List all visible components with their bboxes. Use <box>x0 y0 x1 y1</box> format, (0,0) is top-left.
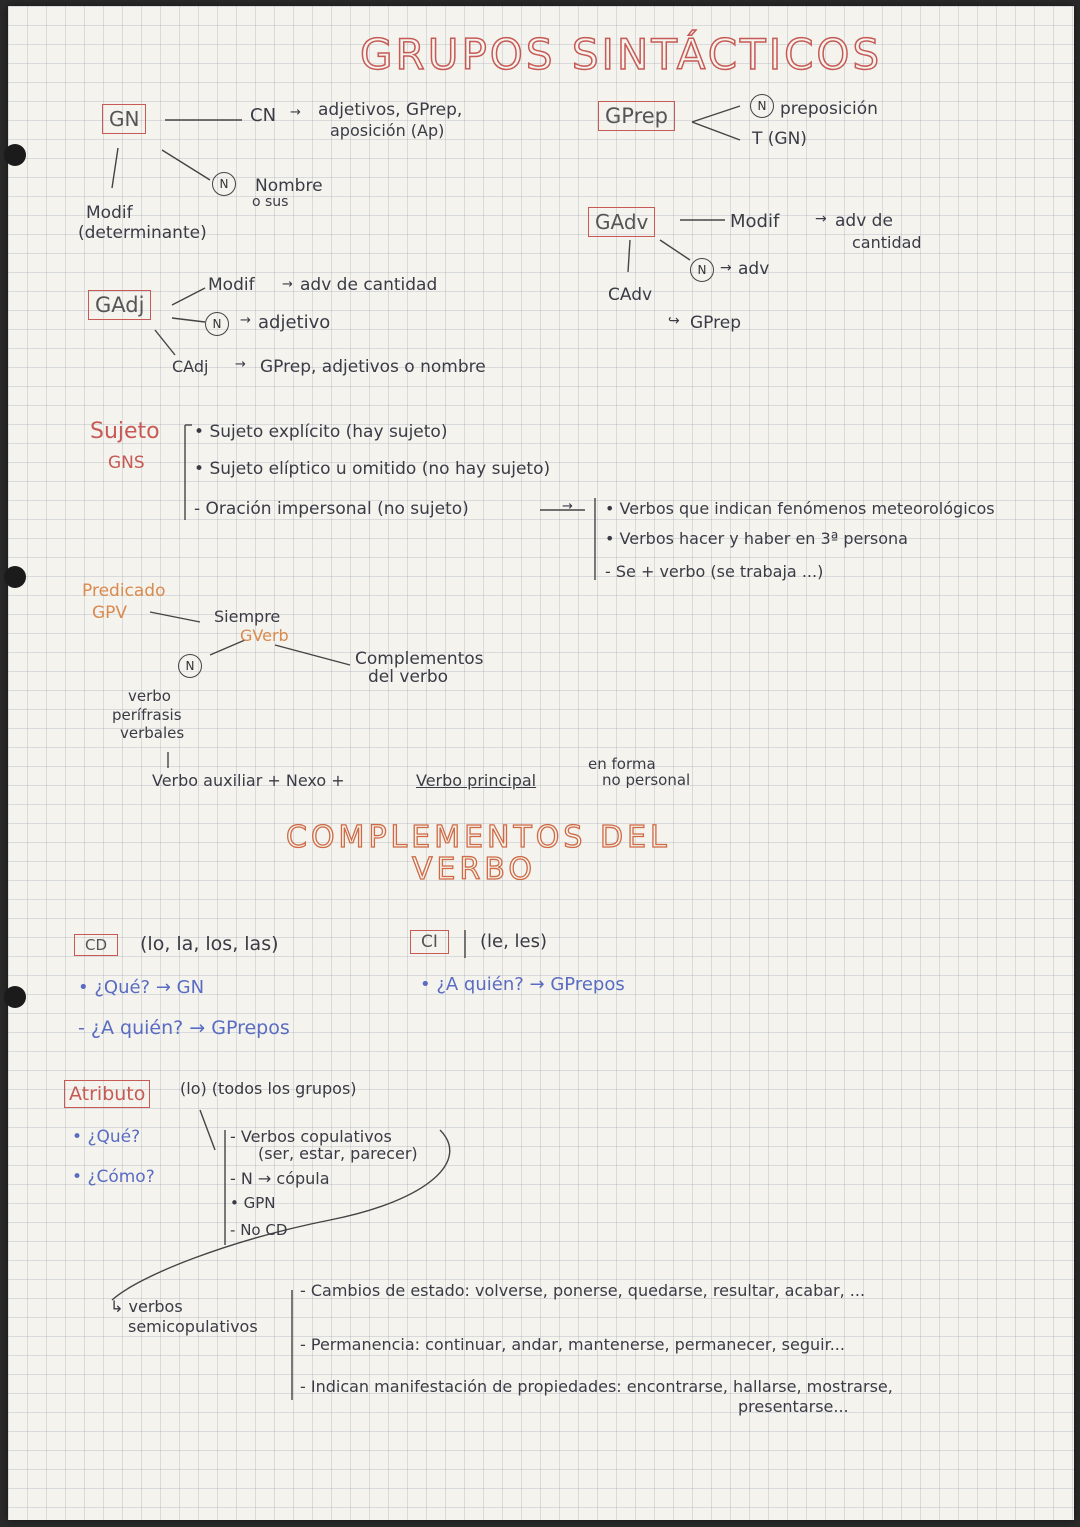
gadj-n-desc: adjetivo <box>258 312 331 333</box>
gn-cn-desc: adjetivos, GPrep, <box>318 100 463 120</box>
atributo-item: • GPN <box>230 1194 276 1212</box>
arrow-icon: → <box>290 105 301 120</box>
semicop-item: - Indican manifestación de propiedades: encontrarse, hallarse, mostrarse, <box>300 1377 893 1396</box>
atributo-pron: (lo) (todos los grupos) <box>180 1079 357 1098</box>
atributo-question: • ¿Cómo? <box>72 1167 155 1187</box>
sujeto-sub: GNS <box>108 453 145 473</box>
atributo-question: • ¿Qué? <box>72 1127 141 1147</box>
gn-nombre-2: o sus <box>252 194 289 210</box>
gprep-box: GPrep <box>598 101 675 131</box>
gadv-modif-desc: adv de <box>835 211 893 231</box>
gadv-box: GAdv <box>588 207 655 237</box>
atributo-item: - Verbos copulativos <box>230 1127 392 1146</box>
predicado-label: Predicado <box>82 581 166 601</box>
arrow-icon: → <box>240 313 251 328</box>
cd-pronouns: (lo, la, los, las) <box>140 933 279 955</box>
atributo-box: Atributo <box>64 1080 150 1108</box>
gadv-cadv: CAdv <box>608 285 653 305</box>
predicado-gverb: GVerb <box>240 626 289 645</box>
section-title: COMPLEMENTOS DEL <box>286 820 671 855</box>
semicop-item-cont: presentarse... <box>738 1397 849 1416</box>
gn-cn-desc-2: aposición (Ap) <box>330 121 445 140</box>
gadj-n-circle: N <box>205 312 229 336</box>
gadv-cadv-desc: GPrep <box>690 313 741 333</box>
gn-box: GN <box>102 104 146 134</box>
ci-question: • ¿A quién? → GPrepos <box>420 974 625 995</box>
gadj-cadj-desc: GPrep, adjetivos o nombre <box>260 357 486 377</box>
predicado-formula: Verbo auxiliar + Nexo + <box>152 771 345 790</box>
predicado-complementos: Complementos <box>355 649 484 669</box>
semicop-item: - Cambios de estado: volverse, ponerse, quedarse, resultar, acabar, ... <box>300 1281 866 1300</box>
predicado-siempre: Siempre <box>214 607 281 626</box>
predicado-forma-2: no personal <box>602 771 691 789</box>
semicop-label: ↳ verbos <box>110 1297 183 1316</box>
predicado-forma: en forma <box>588 755 656 773</box>
gadv-n-desc: adv <box>738 259 770 279</box>
gprep-preposicion: preposición <box>780 99 878 119</box>
gprep-n-circle: N <box>750 94 774 118</box>
atributo-item: (ser, estar, parecer) <box>258 1144 418 1163</box>
gadj-modif-desc: adv de cantidad <box>300 275 438 295</box>
atributo-item: - N → cópula <box>230 1169 330 1188</box>
page-title: GRUPOS SINTÁCTICOS <box>360 30 883 79</box>
ci-box: CI <box>410 930 449 954</box>
predicado-verbo-principal: Verbo principal <box>416 771 537 790</box>
sujeto-item: - Oración impersonal (no sujeto) <box>194 499 469 519</box>
predicado-perifrasis: perífrasis <box>112 706 182 724</box>
arrow-icon: → <box>235 357 246 372</box>
arrow-icon: ↪ <box>668 313 680 329</box>
gadv-modif-desc-2: cantidad <box>852 233 922 252</box>
gadj-box: GAdj <box>88 290 151 320</box>
gadv-modif: Modif <box>730 211 780 232</box>
semicop-label-2: semicopulativos <box>128 1317 258 1336</box>
sujeto-item: • Sujeto elíptico u omitido (no hay sujeto) <box>194 459 551 479</box>
gn-n-circle: N <box>212 172 236 196</box>
predicado-sub: GPV <box>92 603 128 623</box>
impersonal-item: • Verbos que indican fenómenos meteorológicos <box>605 499 995 518</box>
gadj-modif: Modif <box>208 275 255 295</box>
predicado-perifrasis-2: verbales <box>120 724 185 742</box>
predicado-verbo: verbo <box>128 687 171 705</box>
gprep-t: T (GN) <box>752 129 807 149</box>
arrow-icon: → <box>562 499 573 514</box>
gadj-cadj: CAdj <box>172 357 209 376</box>
atributo-item: - No CD <box>230 1221 288 1239</box>
impersonal-item: • Verbos hacer y haber en 3ª persona <box>605 529 908 548</box>
sujeto-label: Sujeto <box>90 419 160 444</box>
ci-pronouns: (le, les) <box>480 931 548 952</box>
predicado-n-circle: N <box>178 654 202 678</box>
arrow-icon: → <box>720 260 732 276</box>
arrow-icon: → <box>815 211 827 227</box>
cd-question: • ¿Qué? → GN <box>78 977 205 998</box>
gn-cn-label: CN <box>250 105 277 126</box>
gn-nombre: Nombre <box>255 176 323 196</box>
section-title-2: VERBO <box>412 852 536 887</box>
cd-question: - ¿A quién? → GPrepos <box>78 1017 290 1039</box>
arrow-icon: → <box>282 277 293 292</box>
gn-modif: Modif <box>86 203 133 223</box>
impersonal-item: - Se + verbo (se trabaja ...) <box>605 562 824 581</box>
predicado-complementos-2: del verbo <box>368 667 449 687</box>
sujeto-item: • Sujeto explícito (hay sujeto) <box>194 422 448 442</box>
cd-box: CD <box>74 934 118 956</box>
gadv-n-circle: N <box>690 258 714 282</box>
gn-modif-det: (determinante) <box>78 223 207 243</box>
semicop-item: - Permanencia: continuar, andar, mantenerse, permanecer, seguir... <box>300 1335 845 1354</box>
